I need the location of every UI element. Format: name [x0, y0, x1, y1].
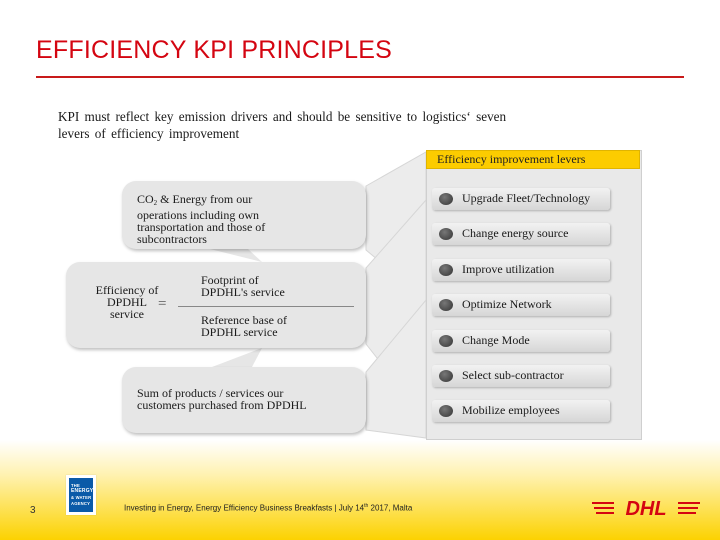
co2-prefix: CO: [137, 192, 154, 206]
footer-band: [0, 440, 720, 540]
lever-label: Optimize Network: [462, 297, 552, 311]
bullet-icon: [439, 299, 453, 311]
page-number: 3: [30, 505, 36, 516]
logo-line: AGENCY: [71, 501, 91, 506]
lever-label: Improve utilization: [462, 262, 555, 276]
bullet-icon: [439, 264, 453, 276]
slide-title: EFFICIENCY KPI PRINCIPLES: [36, 36, 393, 64]
logo-line: & WATER: [71, 495, 92, 500]
bubble-pointer-top: [210, 249, 262, 262]
fraction-line: [178, 306, 354, 307]
dhl-logo: [592, 496, 700, 520]
numerator-text: Footprint of DPDHL's service: [201, 273, 285, 299]
lever-label: Change energy source: [462, 226, 569, 240]
bullet-icon: [439, 228, 453, 240]
co2-subscript: 2: [153, 199, 158, 207]
lever-item: [432, 223, 610, 245]
bullet-icon: [439, 370, 453, 382]
intro-line-2: levers of efficiency improvement: [58, 126, 240, 141]
lever-item: [432, 294, 610, 316]
co2-bubble: [122, 181, 366, 249]
intro-line-1: KPI must reflect key emission drivers and should be sensitive to logistics‘ seven: [58, 109, 507, 124]
lever-item: [432, 330, 610, 352]
equals-sign: =: [158, 296, 167, 312]
levers-header: Efficiency improvement levers: [426, 150, 640, 169]
lever-label: Change Mode: [462, 333, 530, 347]
bullet-icon: [439, 405, 453, 417]
lever-item: [432, 259, 610, 281]
efficiency-label: Efficiency of DPDHL service: [95, 283, 159, 321]
lever-label: Select sub-contractor: [462, 368, 564, 382]
lever-label: Mobilize employees: [462, 403, 560, 417]
footer-text: Investing in Energy, Energy Efficiency Business Breakfasts | July 14th 2017, Malta: [124, 503, 413, 513]
logo-line: THE: [71, 483, 80, 488]
bubble-pointer-bottom: [212, 348, 262, 367]
lever-item: [432, 365, 610, 387]
co2-text: & Energy from our operations including own transportation and those of subcontractors: [137, 192, 266, 246]
bullet-icon: [439, 193, 453, 205]
sum-bubble: [122, 367, 366, 433]
lever-item: [432, 400, 610, 422]
energy-water-agency-logo: [66, 475, 96, 515]
sum-text: Sum of products / services our customers purchased from DPDHL: [137, 386, 307, 412]
denominator-text: Reference base of DPDHL service: [201, 313, 287, 339]
lever-item: [432, 188, 610, 210]
logo-line: ENERGY: [71, 488, 94, 494]
bullet-icon: [439, 335, 453, 347]
efficiency-bubble: [66, 262, 366, 348]
dhl-logo-text: DHL: [625, 498, 667, 520]
lever-label: Upgrade Fleet/Technology: [462, 191, 591, 205]
